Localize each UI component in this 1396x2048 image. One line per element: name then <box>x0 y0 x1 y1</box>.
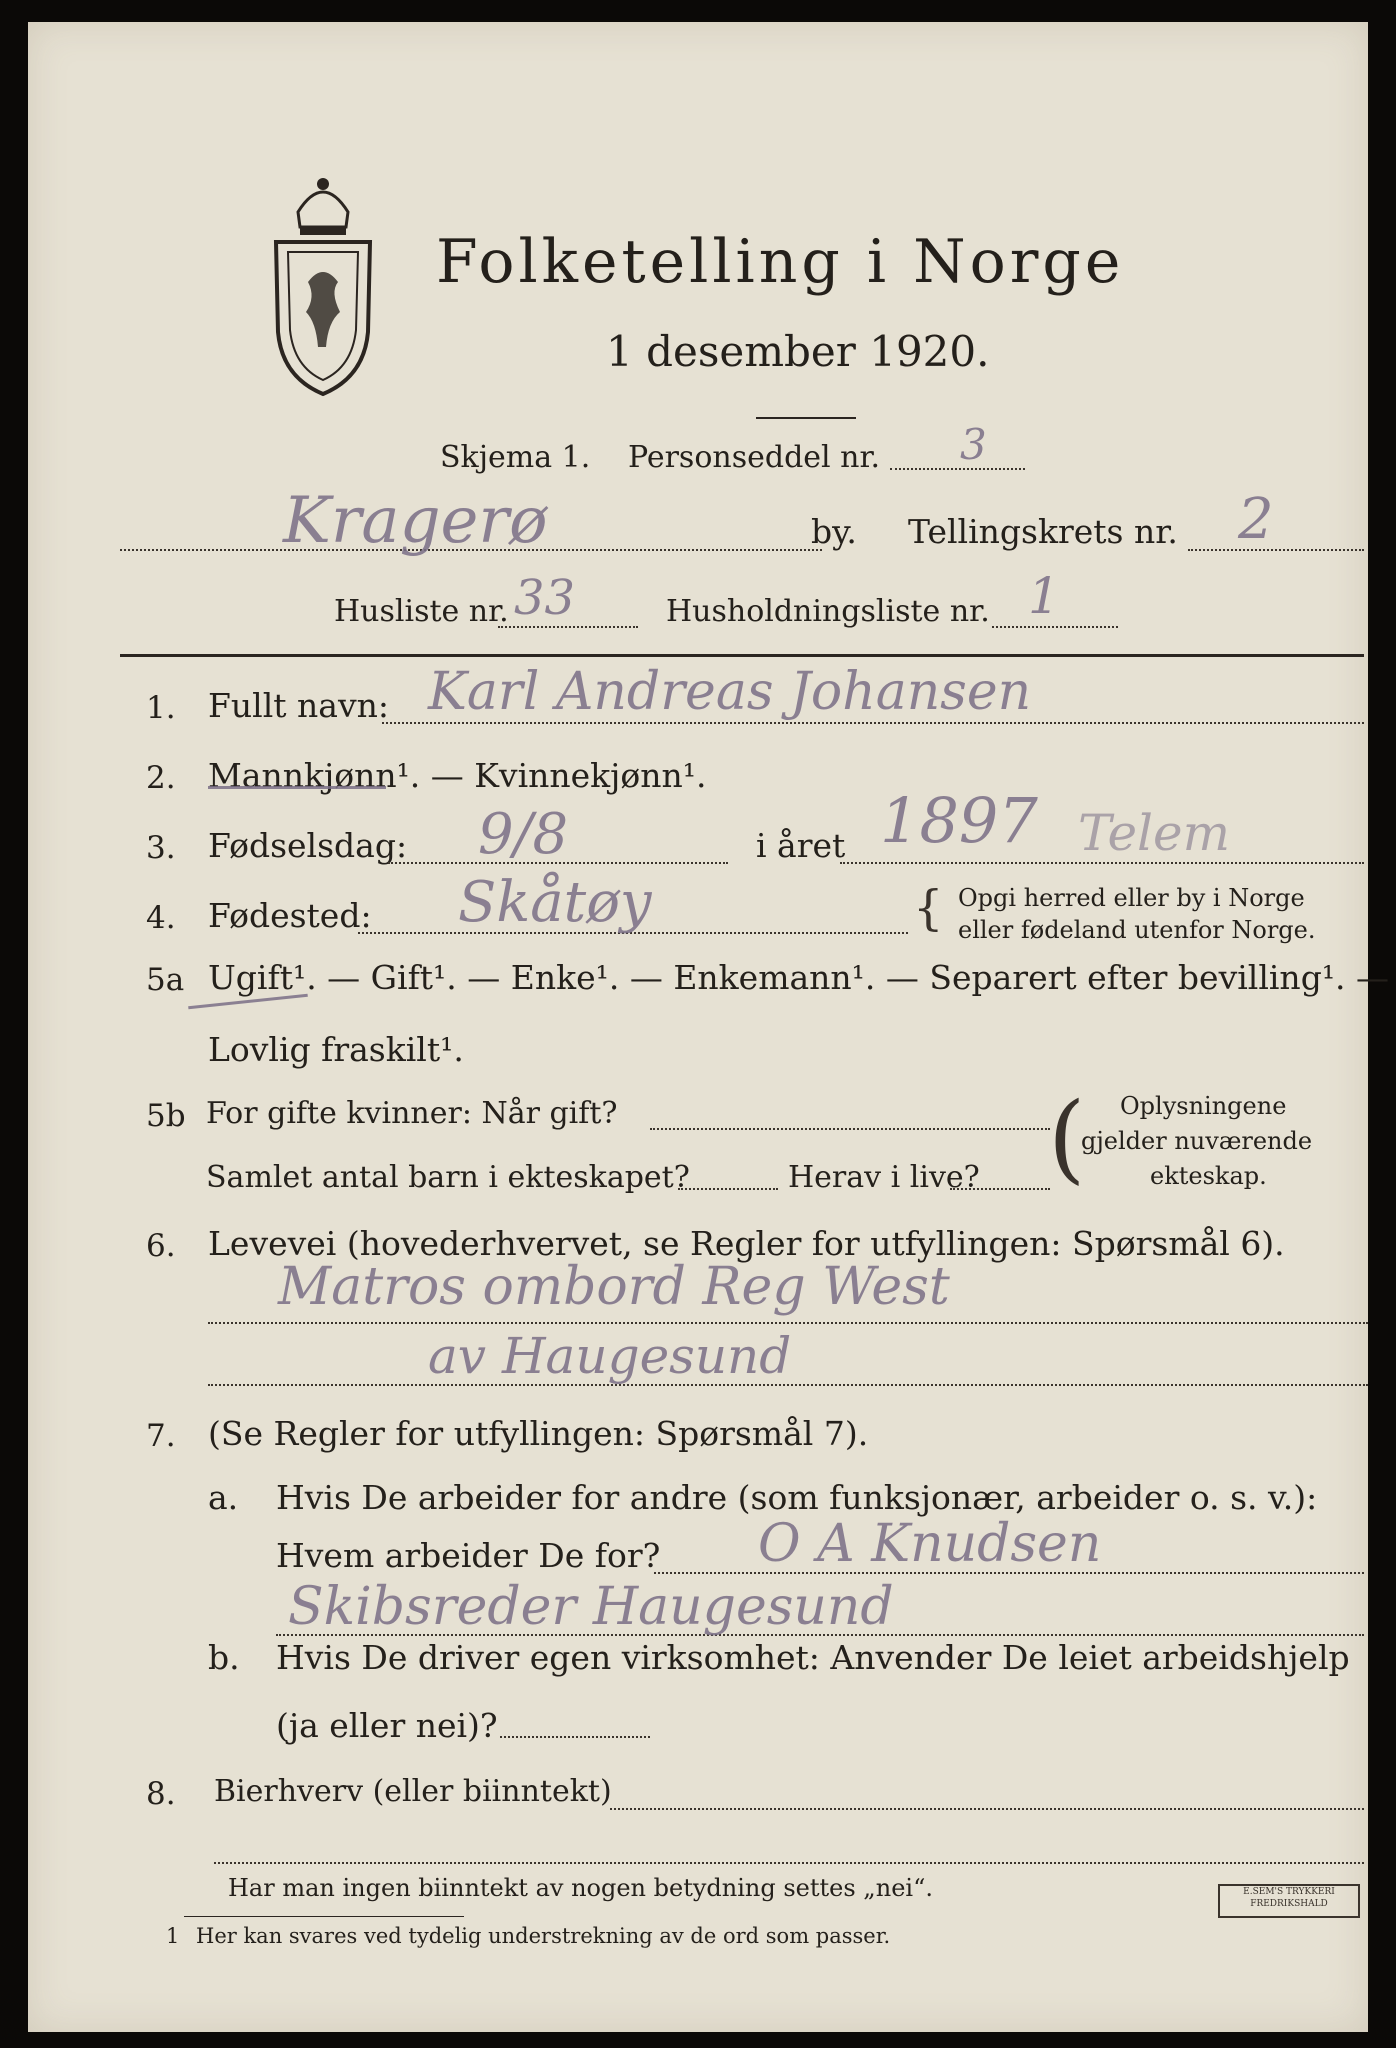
q5b-note-line3: ekteskap. <box>1150 1162 1267 1190</box>
footnote-text: Her kan svares ved tydelig understrekning av de ord som passer. <box>196 1924 891 1948</box>
husholdning-line <box>992 626 1118 628</box>
tellingskrets-value: 2 <box>1238 487 1274 552</box>
q5b-label1: For gifte kvinner: Når gift? <box>206 1096 618 1131</box>
q3-label: Fødselsdag: <box>208 826 408 865</box>
q7b-letter: b. <box>208 1638 240 1677</box>
q1-number: 1. <box>146 690 176 726</box>
by-label: by. <box>811 512 857 551</box>
q7a-line2: Hvem arbeider De for? <box>276 1536 661 1575</box>
q5b-line2 <box>678 1188 778 1190</box>
q1-line <box>382 722 1364 724</box>
tellingskrets-line <box>1188 549 1364 551</box>
q3-number: 3. <box>146 830 176 866</box>
stamp-line1: E.SEM'S TRYKKERI <box>1243 1887 1335 1897</box>
q7a-line1: Hvis De arbeider for andre (som funksjonær, arbeider o. s. v.): <box>276 1478 1318 1517</box>
q5a-number: 5a <box>146 962 185 998</box>
q5b-label2: Samlet antal barn i ekteskapet? <box>206 1160 690 1195</box>
q6-value-line1: Matros ombord Reg West <box>278 1257 950 1317</box>
schema-label: Skjema 1. <box>440 440 591 475</box>
husliste-label: Husliste nr. <box>334 594 509 629</box>
q5b-note-line2: gjelder nuværende <box>1081 1127 1313 1155</box>
printer-stamp <box>1218 1884 1360 1918</box>
footer-note: Har man ingen biinntekt av nogen betydning settes „nei“. <box>228 1874 933 1902</box>
q4-value: Skåtøy <box>458 870 652 935</box>
personseddel-value: 3 <box>960 420 987 469</box>
q7a-value1: O A Knudsen <box>758 1514 1102 1574</box>
q5b-line3 <box>950 1188 1050 1190</box>
q6-line1 <box>208 1322 1368 1324</box>
town-value: Kragerø <box>283 484 548 558</box>
q4-note-line2: eller fødeland utenfor Norge. <box>958 916 1316 944</box>
q2-label: Mannkjønn¹. — Kvinnekjønn¹. <box>208 756 707 795</box>
q3-day-value: 9/8 <box>478 802 569 867</box>
husholdning-value: 1 <box>1028 567 1060 625</box>
q5b-note-line1: Oplysningene <box>1120 1092 1287 1120</box>
q8-line2 <box>214 1862 1364 1864</box>
q2-underline-mark <box>208 786 386 789</box>
q7-label: (Se Regler for utfyllingen: Spørsmål 7). <box>208 1414 869 1453</box>
q7b-line2: (ja eller nei)? <box>276 1706 498 1745</box>
q4-note-line1: Opgi herred eller by i Norge <box>958 884 1305 912</box>
q4-label: Fødested: <box>208 896 372 935</box>
q4-number: 4. <box>146 900 176 936</box>
q1-value: Karl Andreas Johansen <box>428 662 1032 722</box>
husliste-value: 33 <box>514 570 576 626</box>
q6-number: 6. <box>146 1228 176 1264</box>
stamp-line2: FREDRIKSHALD <box>1250 1899 1328 1909</box>
personseddel-line <box>890 468 1025 470</box>
q8-label: Bierhverv (eller biinntekt) <box>214 1774 612 1809</box>
q2-number: 2. <box>146 760 176 796</box>
q5a-label-line1: Ugift¹. — Gift¹. — Enke¹. — Enkemann¹. — Separert efter bevilling¹. — <box>208 958 1390 997</box>
census-form <box>28 22 1390 2032</box>
footer-divider <box>184 1916 464 1917</box>
q7b-line1: Hvis De driver egen virksomhet: Anvender De leiet arbeidshjelp <box>276 1638 1350 1677</box>
q4-brace: { <box>913 880 944 936</box>
q8-number: 8. <box>146 1776 176 1812</box>
form-title: Folketelling i Norge <box>436 227 1125 297</box>
personseddel-label: Personseddel nr. <box>628 440 881 475</box>
q6-label: Levevei (hovederhvervet, se Regler for utfyllingen: Spørsmål 6). <box>208 1224 1285 1263</box>
q7b-line <box>500 1736 650 1738</box>
footnote-mark: 1 <box>166 1924 180 1948</box>
q5a-label-line2: Lovlig fraskilt¹. <box>208 1030 464 1069</box>
q3-year-label: i året <box>756 826 846 865</box>
tellingskrets-label: Tellingskrets nr. <box>908 512 1178 551</box>
q3-year-line <box>840 862 1364 864</box>
q7-number: 7. <box>146 1418 176 1454</box>
q3-year-value: 1897 <box>880 784 1038 857</box>
q5b-number: 5b <box>146 1098 186 1134</box>
q5b-line1 <box>650 1128 1050 1130</box>
q7a-letter: a. <box>208 1478 239 1517</box>
q7a-value2: Skibsreder Haugesund <box>288 1577 894 1637</box>
title-divider <box>756 417 856 419</box>
q5b-brace: ( <box>1048 1082 1086 1194</box>
q5b-label3: Herav i live? <box>788 1160 980 1195</box>
q3-note-value: Telem <box>1078 804 1231 862</box>
q8-line1 <box>610 1808 1364 1810</box>
husliste-line <box>498 626 638 628</box>
q1-label: Fullt navn: <box>208 686 389 725</box>
header-divider <box>120 654 1364 657</box>
coat-of-arms-icon <box>268 172 378 397</box>
q6-value-line2: av Haugesund <box>428 1327 792 1385</box>
census-date: 1 desember 1920. <box>606 327 990 376</box>
husholdning-label: Husholdningsliste nr. <box>666 594 990 629</box>
